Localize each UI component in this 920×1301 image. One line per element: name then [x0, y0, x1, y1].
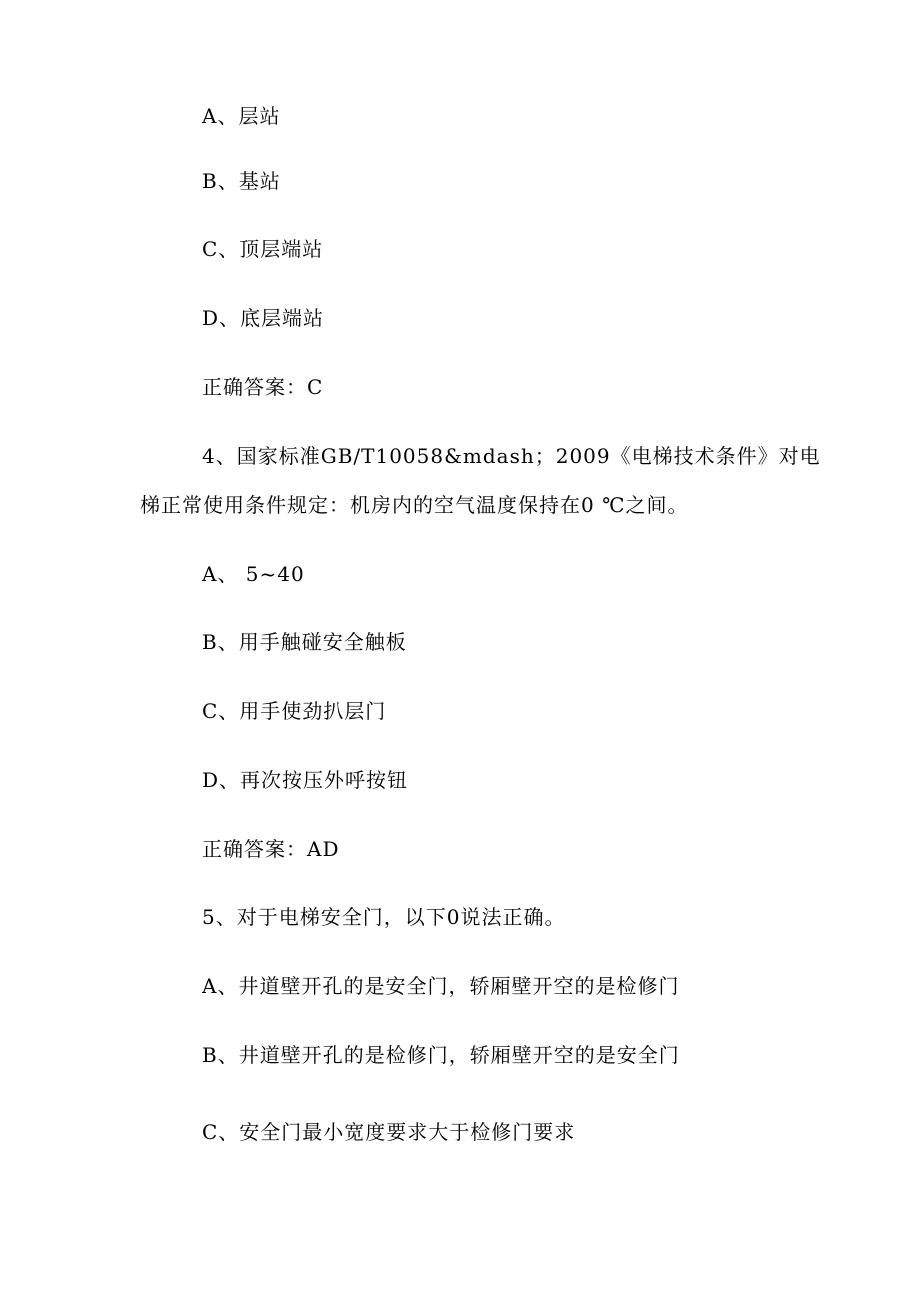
q3-answer: 正确答案：C [202, 375, 324, 399]
q5-stem: 5、对于电梯安全门，以下0说法正确。 [202, 905, 566, 929]
q5-option-c: C、安全门最小宽度要求大于检修门要求 [202, 1120, 576, 1144]
q5-option-a: A、井道壁开孔的是安全门，轿厢壁开空的是检修门 [202, 974, 680, 998]
q4-answer: 正确答案：AD [202, 837, 340, 861]
q3-option-c: C、顶层端站 [202, 237, 324, 261]
q5-option-b: B、井道壁开孔的是检修门，轿厢壁开空的是安全门 [202, 1043, 680, 1067]
q3-option-b: B、基站 [202, 169, 281, 193]
q4-option-b: B、用手触碰安全触板 [202, 630, 407, 654]
q4-option-d: D、再次按压外呼按钮 [202, 768, 409, 792]
q4-stem-line1: 4、国家标准GB/T10058&mdash；2009《电梯技术条件》对电 [202, 444, 821, 468]
q4-option-a: A、 5~40 [202, 562, 305, 586]
q3-option-a: A、层站 [202, 104, 281, 128]
q4-option-c: C、用手使劲扒层门 [202, 699, 387, 723]
q4-stem-line2: 梯正常使用条件规定：机房内的空气温度保持在0 ℃之间。 [140, 493, 689, 517]
q3-option-d: D、底层端站 [202, 306, 325, 330]
